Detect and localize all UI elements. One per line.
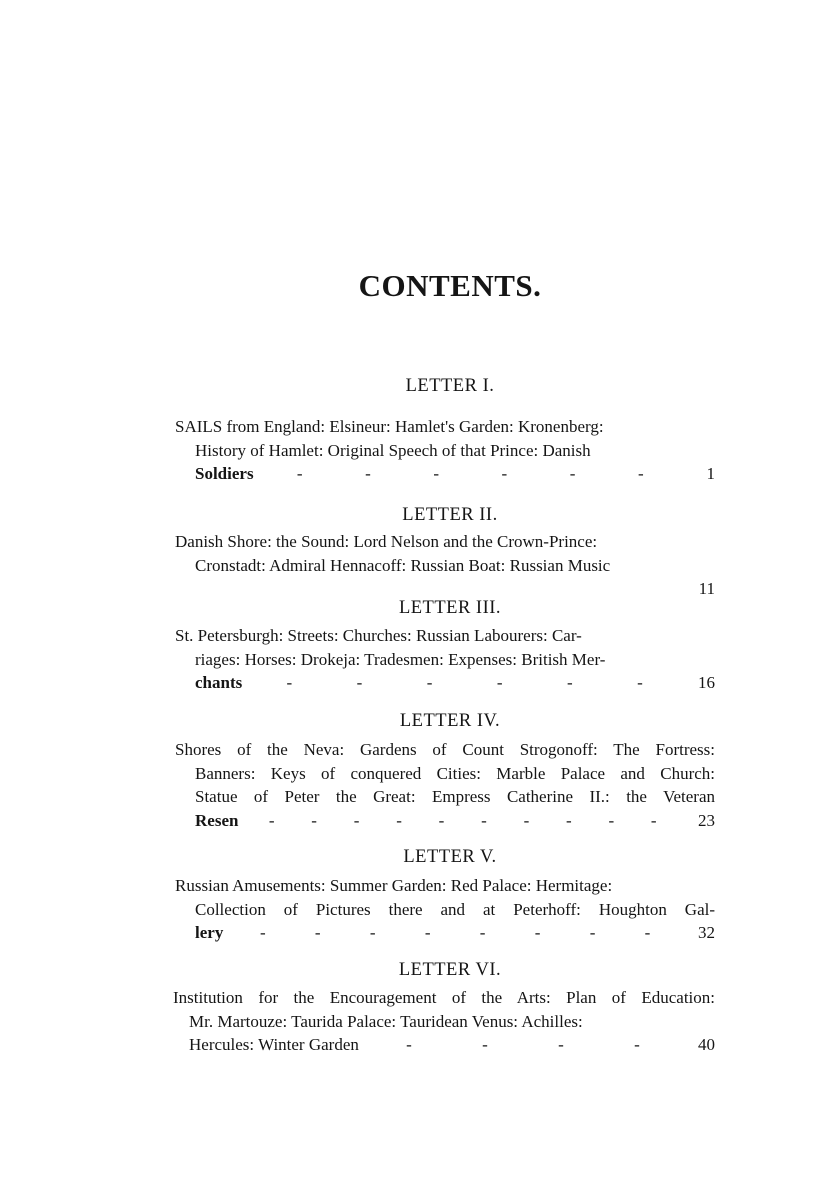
entry-line: [173, 986, 715, 1010]
entry-line: [175, 554, 715, 578]
entry-line: [175, 577, 715, 601]
entry-line: [175, 439, 715, 463]
letter-4-heading: LETTER IV.: [399, 711, 501, 731]
entry-line: [173, 1010, 715, 1034]
entry-line: [173, 1033, 715, 1057]
letter-6-heading: LETTER VI.: [398, 960, 502, 980]
entry-text: lery: [195, 923, 224, 942]
entry-line: [175, 921, 715, 945]
leader-dots: - - - - - - - - - -: [268, 810, 657, 830]
entry-text: Cronstadt: Admiral Hennacoff: Russian Boat: Russian Music: [195, 555, 611, 575]
entry-text: Soldiers: [195, 464, 254, 483]
entry-text: Mr. Martouze: Taurida Palace: Tauridean Venus: Achilles:: [189, 1011, 583, 1031]
page-number: 40: [698, 1035, 715, 1054]
page-number: 1: [706, 464, 715, 483]
entry-text: Banners: Keys of conquered Cities: Marble Palace and Church:: [195, 763, 715, 783]
page-number: 23: [698, 810, 715, 830]
entry-line: [175, 462, 715, 486]
letter-5-entry: [175, 874, 715, 945]
page-number: 16: [698, 673, 715, 692]
entry-text: Russian Amusements: Summer Garden: Red Palace: Hermitage:: [175, 876, 613, 895]
entry-text: chants: [195, 673, 243, 692]
entry-text: Statue of Peter the Great: Empress Catherine II.: the Veteran: [195, 787, 715, 806]
leader-dots: - - - -: [406, 1035, 640, 1054]
letter-6-entry: [173, 986, 715, 1057]
entry-line: [175, 898, 715, 922]
letter-2-heading: LETTER II.: [402, 505, 498, 525]
entry-text: SAILS from England: Elsineur: Hamlet's Garden: Kronenberg:: [175, 417, 604, 436]
entry-text: Resen: [195, 810, 239, 830]
entry-line: [175, 762, 715, 786]
leader-dots: - - - - - -: [296, 464, 644, 483]
letter-3-entry: [175, 624, 715, 695]
entry-line: [175, 738, 715, 762]
entry-line: [175, 809, 715, 833]
entry-line: [175, 648, 715, 672]
letter-1-heading: LETTER I.: [405, 376, 495, 396]
entry-line: [175, 530, 715, 554]
entry-text: Danish Shore: the Sound: Lord Nelson and the Crown-Prince:: [175, 532, 598, 551]
entry-line: [175, 671, 715, 695]
page-number: 32: [698, 923, 715, 942]
letter-1-entry: [175, 415, 715, 486]
entry-line: [175, 415, 715, 439]
entry-line: [175, 624, 715, 648]
letter-4-entry: [175, 738, 715, 832]
leader-dots: - - - - - - - -: [259, 923, 651, 942]
entry-text: History of Hamlet: Original Speech of that Prince: Danish: [195, 440, 591, 460]
entry-line: [175, 874, 715, 898]
entry-text: Shores of the Neva: Gardens of Count Strogonoff: The Fortress:: [175, 740, 715, 759]
letter-5-heading: LETTER V.: [403, 847, 497, 867]
leader-dots: - - - - - -: [286, 673, 643, 692]
page-title: CONTENTS.: [358, 268, 542, 303]
entry-line: [175, 785, 715, 809]
entry-text: riages: Horses: Drokeja: Tradesmen: Expenses: British Mer-: [195, 649, 606, 669]
letter-3-heading: LETTER III.: [398, 598, 502, 618]
entry-text: Institution for the Encouragement of the Arts: Plan of Education:: [173, 988, 715, 1007]
entry-text: Hercules: Winter Garden: [189, 1035, 359, 1054]
entry-text: St. Petersburgh: Streets: Churches: Russian Labourers: Car-: [175, 626, 582, 645]
page-number: 11: [698, 579, 715, 598]
letter-2-entry: [175, 530, 715, 601]
entry-text: Collection of Pictures there and at Peterhoff: Houghton Gal-: [195, 899, 715, 919]
